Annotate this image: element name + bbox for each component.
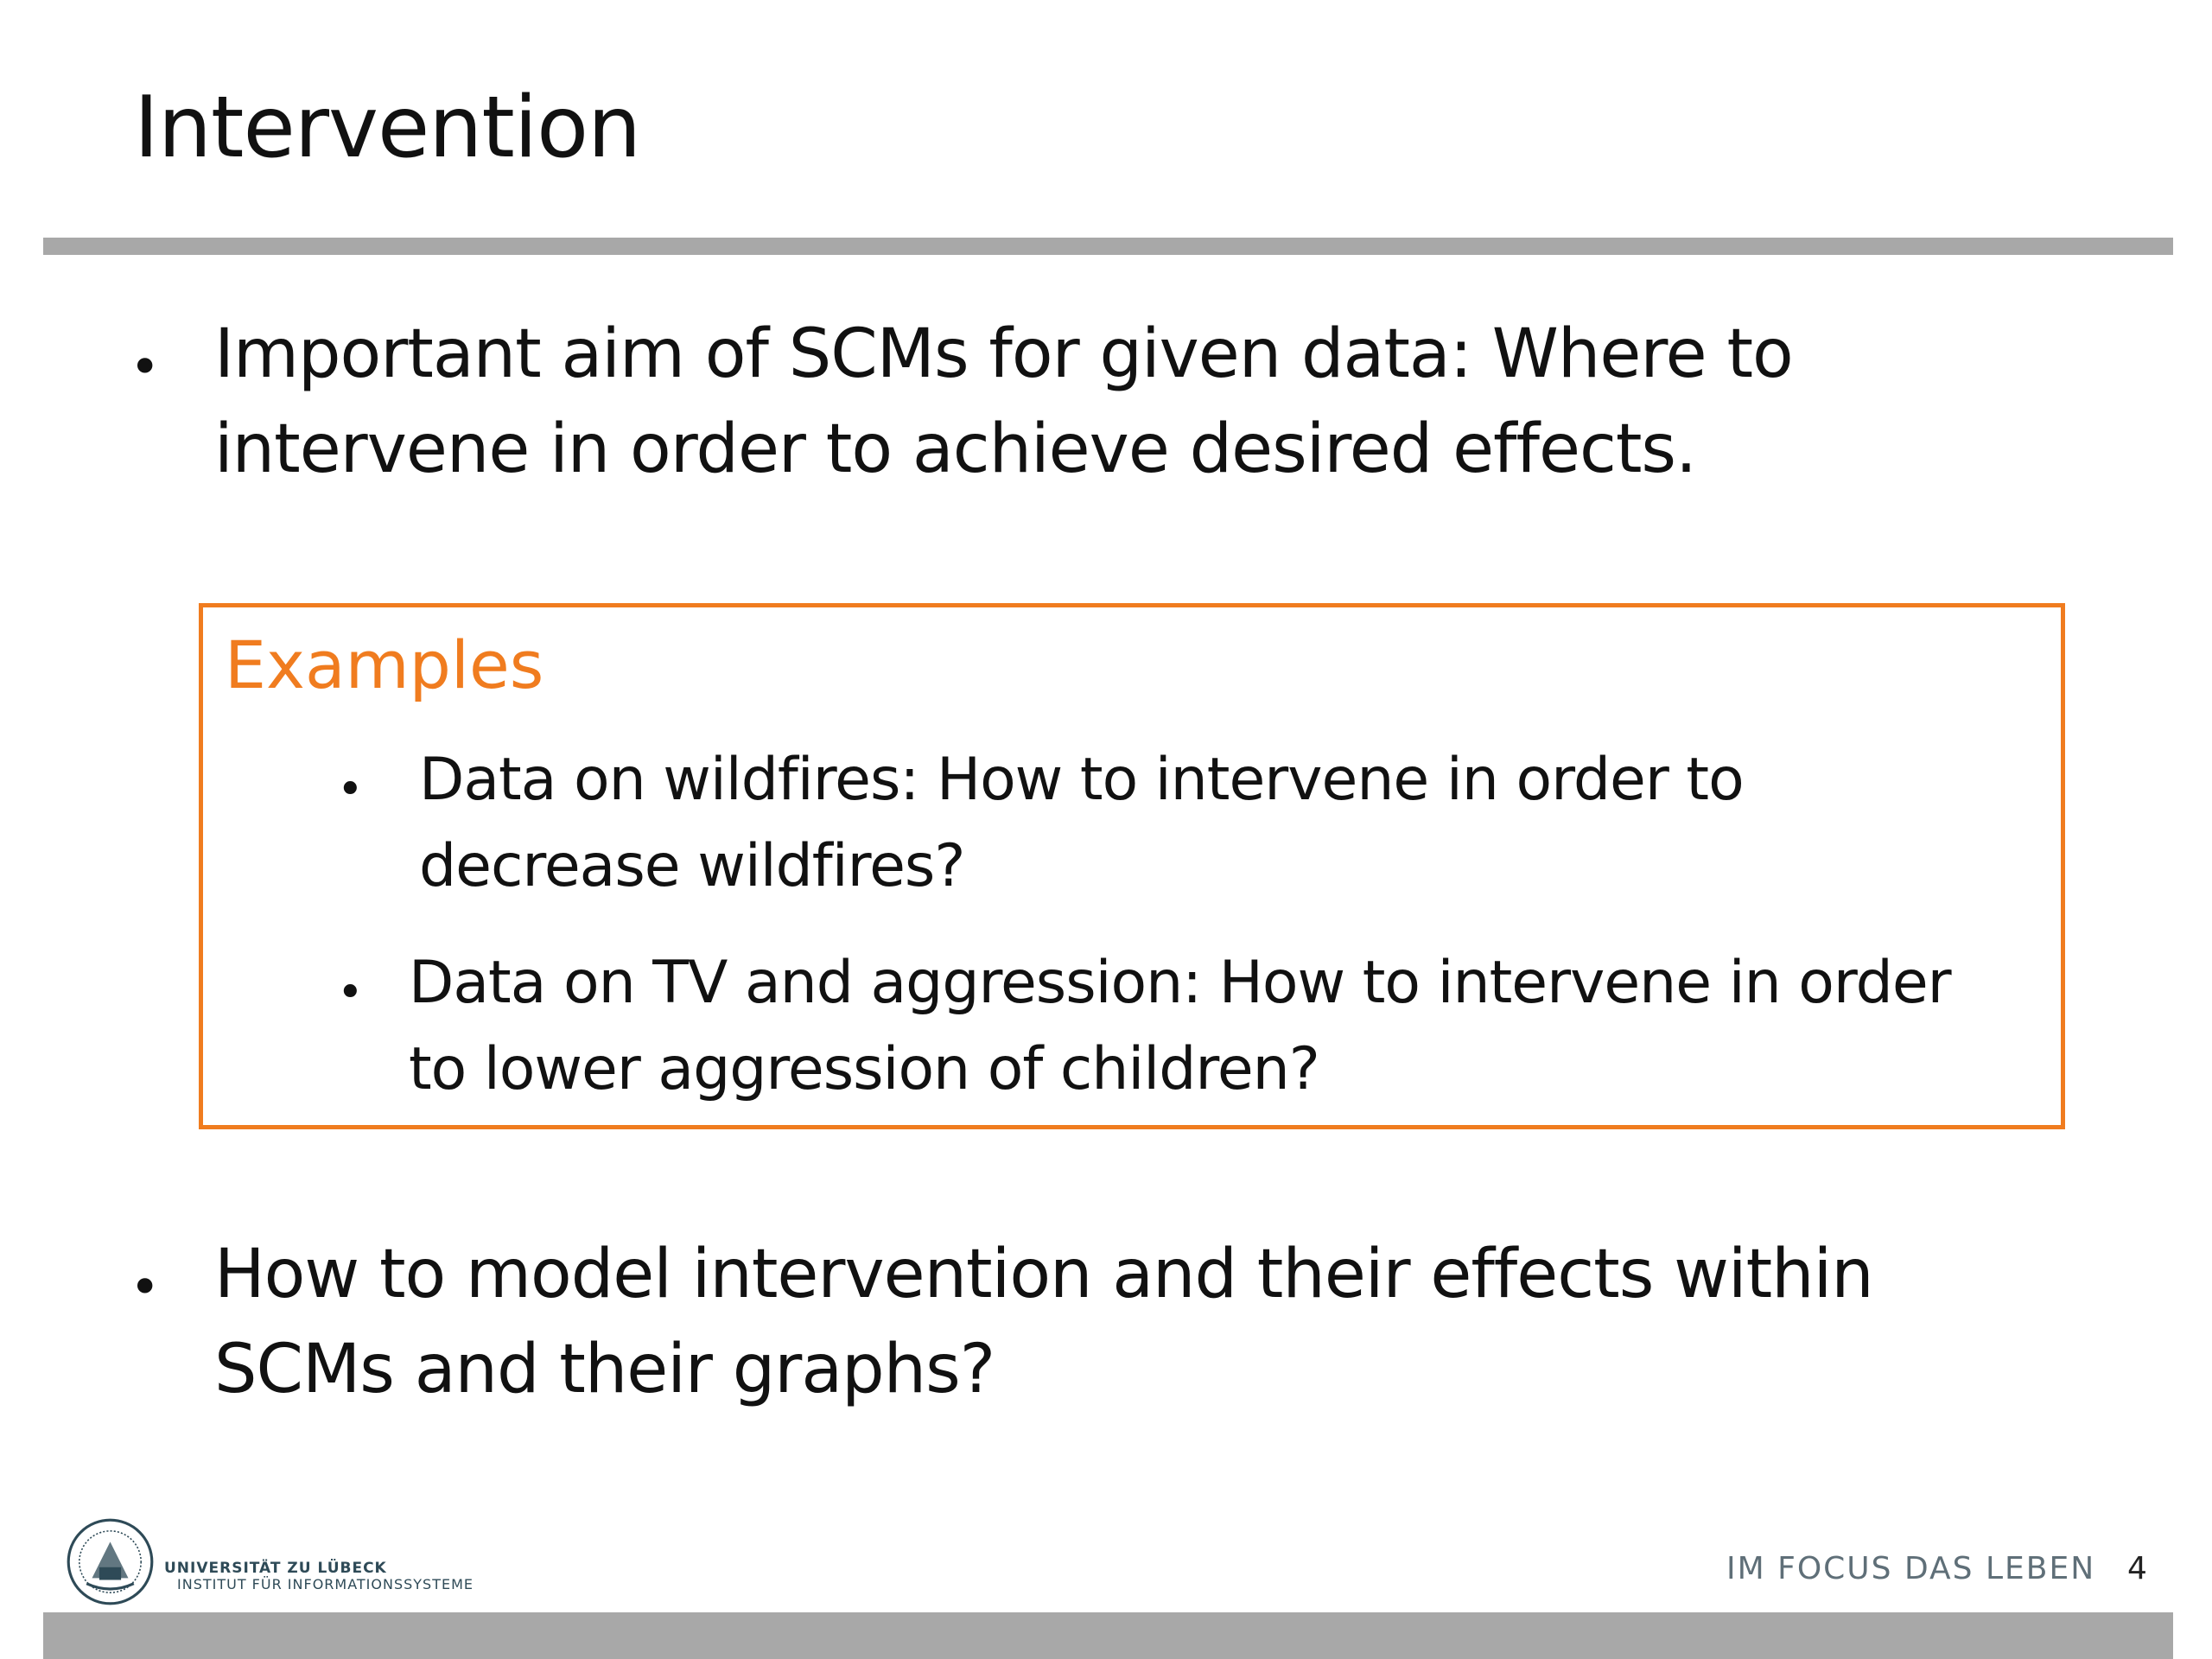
bullet-marker: • [337,967,364,1019]
examples-heading: Examples [225,626,544,703]
bullet-marker: • [130,1257,161,1318]
university-seal-icon [65,1516,156,1607]
example-line: to lower aggression of children? [409,1035,1319,1103]
footer-bar [43,1612,2173,1659]
page-number: 4 [2127,1551,2147,1586]
bullet-text [214,1227,1873,1417]
bullet-marker: • [130,337,161,397]
bullet-line: SCMs and their graphs? [214,1331,995,1408]
example-text [409,940,1951,1113]
example-line: decrease wildfires? [419,832,965,900]
bullet-line: How to model intervention and their effects within [214,1236,1873,1313]
bullet-line: intervene in order to achieve desired effects. [214,410,1696,488]
slide-title: Intervention [134,79,641,177]
institute-name: INSTITUT FÜR INFORMATIONSSYSTEME [177,1576,474,1592]
example-text [419,737,1744,910]
example-line: Data on wildfires: How to intervene in order to [419,746,1744,814]
example-line: Data on TV and aggression: How to intervene in order [409,949,1951,1017]
footer-motto: IM FOCUS DAS LEBEN [1726,1551,2096,1586]
examples-box [199,603,2065,1129]
title-divider [43,238,2173,255]
university-name: UNIVERSITÄT ZU LÜBECK [164,1560,387,1577]
bullet-line: Important aim of SCMs for given data: Where to [214,315,1793,393]
bullet-marker: • [337,764,364,816]
bullet-text [214,307,1793,497]
